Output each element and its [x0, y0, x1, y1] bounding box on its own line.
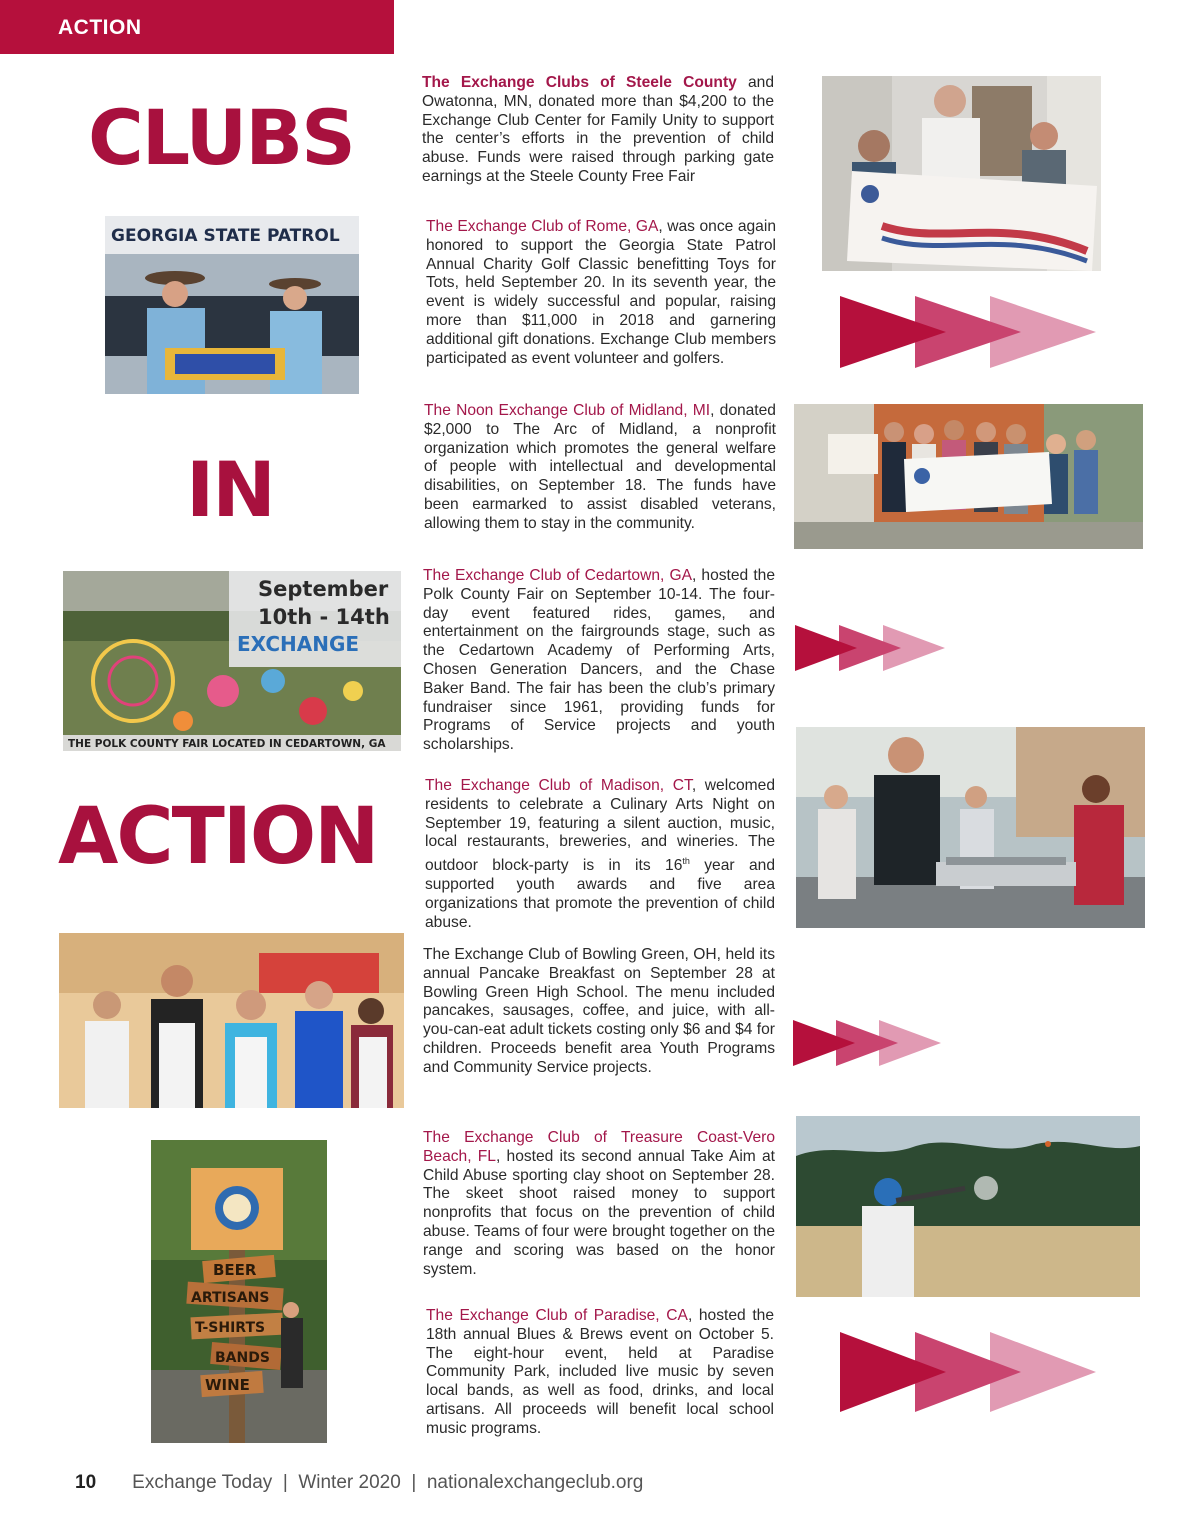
fair-line-1: September — [258, 577, 389, 601]
club-name: The Exchange Club of Madison, CT — [425, 777, 692, 794]
story-body: , was once again honored to support the Georgia State Patrol Annual Charity Golf Classic benefitting Toys for Tots, held September 20. In its seventh year, the event is widely successful and popular, raising more than $11,000 in 2018 and garnering additional gift donations. Exchange Club members participated as event volunteer and golfers. — [426, 218, 776, 367]
photo-paradise-signpost — [151, 1140, 327, 1443]
title-word-in: IN — [186, 445, 274, 534]
decorative-arrows — [840, 1332, 1096, 1412]
decorative-arrows — [795, 625, 945, 671]
photo-georgia-state-patrol — [105, 216, 359, 394]
club-name: The Exchange Club of Paradise, CA — [426, 1307, 688, 1324]
sign-word: WINE — [205, 1376, 250, 1394]
story-body: , hosted the 18th annual Blues & Brews event on October 5. The eight-hour event, held at Paradise Community Park, included live music by seven local bands, as well as food, drinks, and local artisans. All proceeds will benefit local school music programs. — [426, 1307, 774, 1437]
story-steele-county — [422, 74, 774, 187]
photo-madison-culinary-night — [796, 727, 1145, 928]
title-word-action: ACTION — [58, 792, 378, 882]
sign-word: T-SHIRTS — [195, 1320, 266, 1336]
club-name: The Exchange Clubs of Steele County — [422, 74, 737, 91]
story-treasure-coast-fl — [423, 1129, 775, 1279]
story-body: , donated $2,000 to The Arc of Midland, a nonprofit organization which promotes the general welfare of people with intellectual and developmental disabilities, on September 18. The funds have been earmarked to assist disabled veterans, allowing them to stay in the community. — [424, 402, 776, 532]
sign-word: BEER — [213, 1261, 257, 1279]
story-body-cont: year and supported youth awards and five area organizations that promote the prevention of child abuse. — [425, 857, 775, 931]
photo-polk-county-fair — [63, 571, 401, 751]
story-paradise-ca — [426, 1307, 774, 1439]
decorative-arrows — [840, 296, 1096, 368]
club-name: The Exchange Club of Cedartown, GA — [423, 567, 692, 584]
superscript: th — [682, 856, 690, 867]
page-footer — [75, 1472, 643, 1494]
sign-word: ARTISANS — [191, 1290, 270, 1306]
title-word-clubs: CLUBS — [88, 93, 354, 182]
story-body: and Owatonna, MN, donated more than $4,200 to the Exchange Club Center for Family Unity to support the center’s efforts in the prevention of child abuse. Funds were raised through parking gate earnings at the Steele County Free Fair — [422, 74, 774, 185]
story-body: The Exchange Club of Bowling Green, OH, held its annual Pancake Breakfast on September 28 at Bowling Green High School. The menu included pancakes, sausages, coffee, and juice, with all-you-can-eat adult tickets costing only $6 and $4 for children. Proceeds benefit area Youth Programs and Community Service projects. — [423, 946, 775, 1076]
footer-text: Exchange Today | Winter 2020 | nationalexchangeclub.org — [132, 1472, 644, 1493]
gsp-sign-text: GEORGIA STATE PATROL — [111, 226, 340, 246]
sign-word: BANDS — [215, 1350, 270, 1366]
photo-steele-county-check — [822, 76, 1101, 271]
story-rome-ga — [426, 218, 776, 368]
story-body: , welcomed residents to celebrate a Culinary Arts Night on September 19, featuring a silent auction, music, local restaurants, breweries, and wineries. The outdoor block-party is in its 16 — [425, 777, 776, 875]
story-midland-mi — [424, 402, 776, 534]
story-cedartown-ga — [423, 567, 775, 755]
club-name: The Exchange Club of Treasure Coast-Vero Beach, FL — [423, 1129, 775, 1165]
photo-treasure-coast-clay-shoot — [796, 1116, 1140, 1297]
photo-bowling-green-pancake — [59, 933, 404, 1108]
story-body: , hosted the Polk County Fair on September 10-14. The four-day event featured rides, games, and entertainment on the fairgrounds stage, such as the Cedartown Academy of Performing Arts, Chosen Generation Dancers, and the Chase Baker Band. The fair has been the club’s primary fundraiser since 1961, providing funds for Programs of Service projects and youth scholarships. — [423, 567, 775, 754]
story-body: , hosted its second annual Take Aim at Child Abuse sporting clay shoot on September 28. The skeet shoot raised money to support nonprofits that focus on the prevention of child abuse. Teams of four were brought together on the range and scoring was based on the honor system. — [423, 1147, 776, 1278]
club-name: The Exchange Club of Rome, GA — [426, 218, 659, 235]
page-number: 10 — [75, 1472, 97, 1493]
fair-caption: THE POLK COUNTY FAIR LOCATED IN CEDARTOWN, GA — [68, 738, 386, 750]
story-bowling-green-oh — [423, 946, 775, 1078]
decorative-arrows — [793, 1020, 941, 1066]
story-madison-ct — [425, 777, 775, 933]
section-tab: ACTION — [0, 0, 394, 54]
fair-line-2: 10th - 14th — [258, 605, 390, 629]
club-name: The Noon Exchange Club of Midland, MI — [424, 402, 711, 419]
fair-line-3: EXCHANGE — [237, 632, 360, 656]
photo-midland-arc-check — [794, 404, 1143, 549]
